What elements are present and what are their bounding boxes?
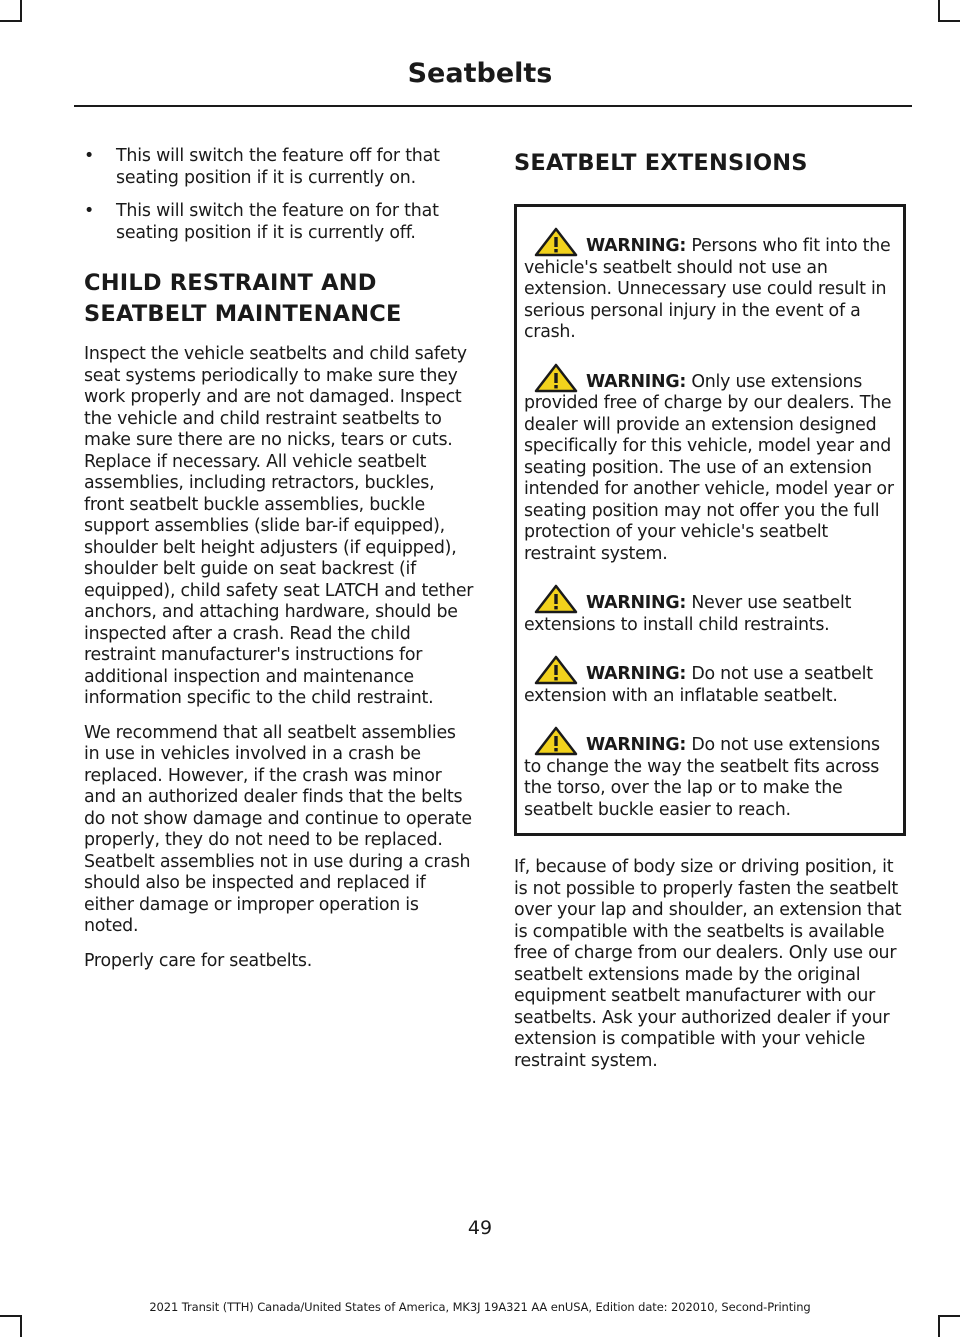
warning-item — [524, 363, 896, 566]
crop-mark — [20, 1315, 22, 1337]
right-column — [514, 146, 906, 1072]
heading-line: CHILD RESTRAINT AND — [84, 270, 377, 296]
crop-mark — [938, 1315, 940, 1337]
warning-item — [524, 655, 896, 707]
section-heading: SEATBELT EXTENSIONS — [514, 150, 808, 176]
warning-text: Only use extensions provided free of charge by our dealers. The dealer will provide an extension designed specifically for this vehicle, model year and seating position. The use of an extension intended for another vehicle, model year or seating position may not offer you the full protection of your vehicle's seatbelt restraint system. — [524, 371, 894, 564]
warning-label: WARNING: — [586, 664, 687, 684]
warning-icon — [534, 584, 578, 614]
warning-label: WARNING: — [586, 593, 687, 613]
crop-mark — [938, 20, 960, 22]
crop-mark — [0, 1315, 22, 1317]
crop-mark — [938, 1315, 960, 1317]
warning-icon — [534, 655, 578, 685]
warning-icon — [534, 726, 578, 756]
crop-mark — [0, 20, 22, 22]
bullet-text: This will switch the feature on for that seating position if it is currently off. — [116, 201, 439, 243]
warning-icon — [534, 227, 578, 257]
list-item — [84, 201, 476, 244]
warning-text: Persons who fit into the vehicle's seatbelt should not use an extension. Unnecessary use could result in serious personal injury in the event of a crash. — [524, 236, 891, 342]
warning-text: Do not use extensions to change the way the seatbelt fits across the torso, over the lap or to make the seatbelt buckle easier to reach. — [524, 735, 880, 820]
bullet-icon: • — [84, 146, 95, 166]
section-heading — [84, 268, 476, 330]
heading-line: SEATBELT MAINTENANCE — [84, 301, 402, 327]
body-paragraph: Properly care for seatbelts. — [84, 950, 312, 971]
page-title: Seatbelts — [407, 58, 553, 89]
crop-mark — [20, 0, 22, 22]
body-paragraph: If, because of body size or driving position, it is not possible to properly fasten the seatbelt over your lap and shoulder, an extension that is compatible with the seatbelts is available free of charge from our dealers. Only use our seatbelt extensions made by the original equipment seatbelt manufacturer with our seatbelts. Ask your authorized dealer if your extension is compatible with your vehicle restraint system. — [514, 857, 902, 1071]
header-divider — [74, 105, 912, 107]
warning-label: WARNING: — [586, 735, 687, 755]
body-paragraph: Inspect the vehicle seatbelts and child safety seat systems periodically to make sure they work properly and are not damaged. Inspect the vehicle and child restraint seatbelts to make sure there are no nicks, tears or cuts. Replace if necessary. All vehicle seatbelt assemblies, including retractors, buckles, front seatbelt buckle assemblies, buckle support assemblies (slide bar-if equipped), shoulder belt height adjusters (if equipped), shoulder belt guide on seat backrest (if equipped), child safety seat LATCH and tether anchors, and attaching hardware, should be inspected after a crash. Read the child restraint manufacturer's instructions for additional inspection and maintenance information specific to the child restraint. — [84, 344, 474, 708]
warning-text: Never use seatbelt extensions to install child restraints. — [524, 593, 852, 635]
warning-label: WARNING: — [586, 371, 687, 392]
list-item — [84, 146, 476, 189]
page-number: 49 — [467, 1217, 493, 1239]
warning-text: Do not use a seatbelt extension with an inflatable seatbelt. — [524, 664, 873, 706]
body-paragraph: We recommend that all seatbelt assemblies in use in vehicles involved in a crash be replaced. However, if the crash was minor and an authorized dealer finds that the belts do not show damage and continue to operate properly, they do not need to be replaced. Seatbelt assemblies not in use during a crash should also be inspected and replaced if either damage or improper operation is noted. — [84, 722, 472, 936]
bullet-list — [84, 146, 476, 244]
warning-item — [524, 584, 896, 636]
warning-item — [524, 227, 896, 344]
crop-mark — [938, 0, 940, 22]
warning-icon — [534, 363, 578, 393]
bullet-text: This will switch the feature off for that seating position if it is currently on. — [116, 146, 440, 188]
warning-box — [514, 204, 906, 836]
warning-label: WARNING: — [586, 236, 687, 256]
footer-text: 2021 Transit (TTH) Canada/United States of America, MK3J 19A321 AA enUSA, Edition date: 202010, Second-Printing — [149, 1300, 811, 1314]
bullet-icon: • — [84, 201, 95, 221]
warning-item — [524, 726, 896, 821]
left-column — [84, 146, 476, 972]
